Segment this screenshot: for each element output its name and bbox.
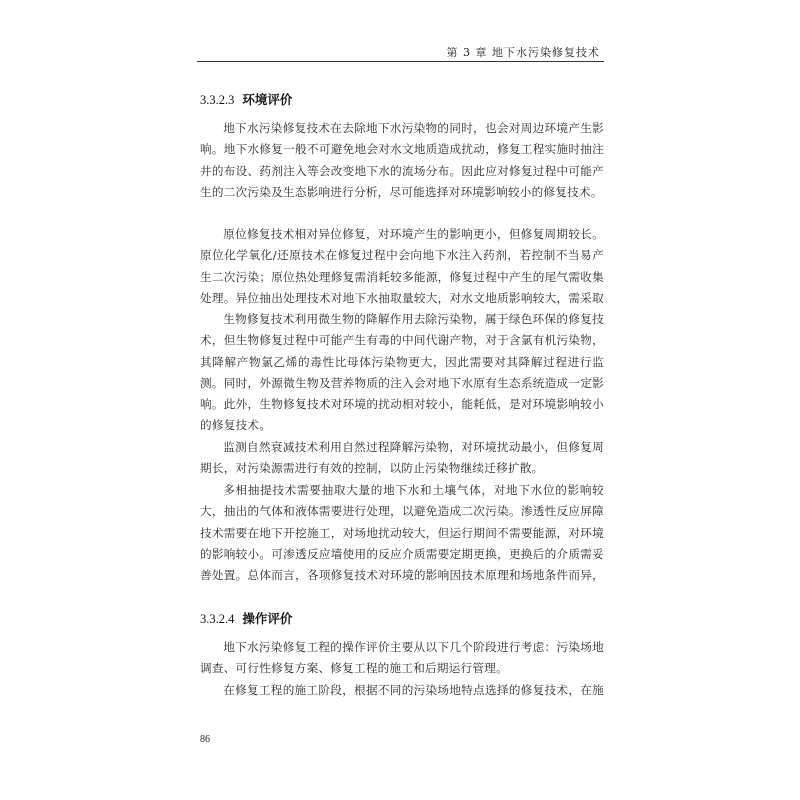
header-rule [197, 61, 604, 62]
paragraph: 监测自然衰减技术利用自然过程降解污染物，对环境扰动最小，但修复周期长，对污染源需进行有效的控制，以防止污染物继续迁移扩散。 [200, 440, 604, 476]
paragraph: 在修复工程的施工阶段，根据不同的污染场地特点选择的修复技术，在施 [223, 683, 604, 697]
section-title: 环境评价 [242, 92, 293, 107]
paragraph: 地下水污染修复工程的操作评价主要从以下几个阶段进行考虑：污染场地调查、可行性修复方案、修复工程的施工和后期运行管理。 [200, 640, 604, 676]
section-heading-environmental-evaluation [200, 90, 292, 108]
section-number: 3.3.2.3 [200, 93, 235, 107]
section-heading-operation-evaluation [200, 609, 292, 627]
section-title: 操作评价 [242, 611, 293, 626]
paragraph: 多相抽提技术需要抽取大量的地下水和土壤气体，对地下水位的影响较大，抽出的气体和液体需要进行处理，以避免造成二次污染。渗透性反应屏障技术需要在地下开挖施工，对场地扰动较大，但运行期间不需要能源，对环境的影响较小。可渗透反应墙使用的反应介质需要定期更换，更换后的介质需妥善处置。总体而言，各项修复技术对环境的影响因技术原理和场地条件而异， [200, 483, 604, 583]
paragraph: 生物修复技术利用微生物的降解作用去除污染物，属于绿色环保的修复技术，但生物修复过程中可能产生有毒的中间代谢产物，对于含氯有机污染物，其降解产物氯乙烯的毒性比母体污染物更大，因此需要对其降解过程进行监测。同时，外源微生物及营养物质的注入会对地下水原有生态系统造成一定影响。此外，生物修复技术对环境的扰动相对较小，能耗低，是对环境影响较小的修复技术。 [200, 312, 604, 433]
section-number: 3.3.2.4 [200, 612, 235, 626]
paragraph: 地下水污染修复技术在去除地下水污染物的同时，也会对周边环境产生影响。地下水修复一般不可避免地会对水文地质造成扰动，修复工程实施时抽注井的布设、药剂注入等会改变地下水的流场分布。因此应对修复过程中可能产生的二次污染及生态影响进行分析，尽可能选择对环境影响较小的修复技术。 [200, 121, 604, 199]
page-number: 86 [200, 734, 210, 745]
paragraph: 原位修复技术相对异位修复，对环境产生的影响更小，但修复周期较长。原位化学氧化/还原技术在修复过程中会向地下水注入药剂，若控制不当易产生二次污染；原位热处理修复需消耗较多能源，修复过程中产生的尾气需收集处理。异位抽出处理技术对地下水抽取量较大，对水文地质影响较大，需采取 [200, 227, 604, 305]
running-header: 第 3 章 地下水污染修复技术 [446, 46, 600, 59]
